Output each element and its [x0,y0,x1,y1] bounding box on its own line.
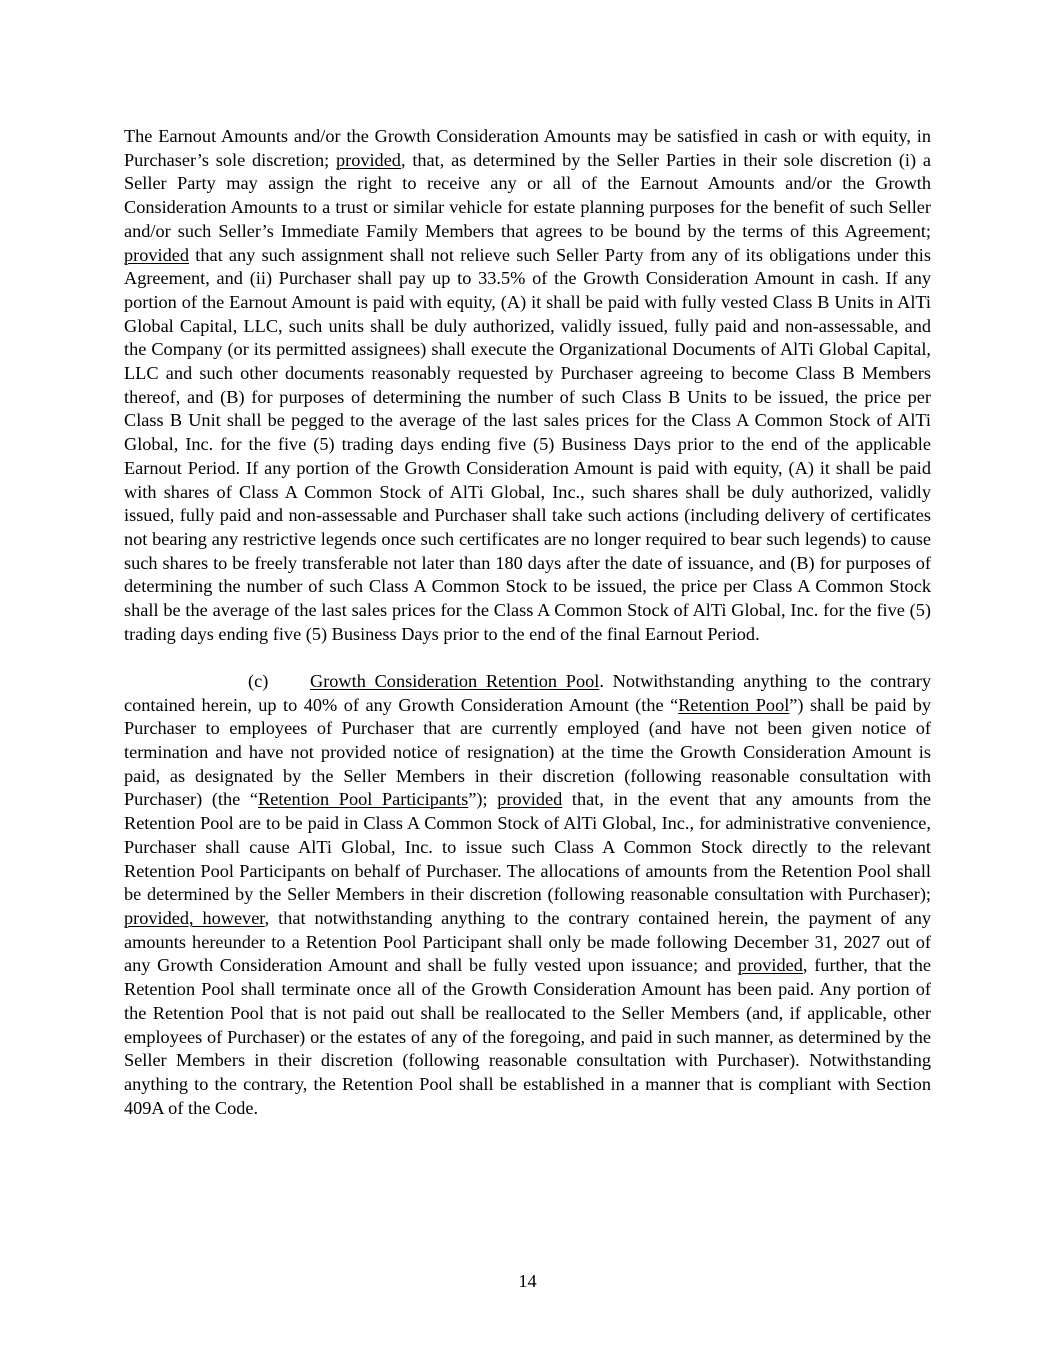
paragraph-retention-pool [124,670,931,1120]
text-run: that, in the event that any amounts from the Retention Pool are to be paid in Class A Common Stock of AlTi Global, Inc., for administrative convenience, Purchaser shall cause AlTi Global, Inc. to issue such Class A Common Stock directly to the relevant Retention Pool Participants on behalf of Purchaser. The allocations of amounts from the Retention Pool shall be determined by the Seller Members in their discretion (following reasonable consultation with Purchaser); [124,789,931,905]
section-label: (c) [248,670,269,691]
defined-term-provided: provided [497,789,563,810]
defined-term-provided: provided [335,149,401,170]
text-run: ”) shall be paid by Purchaser to employees of Purchaser that are currently employed (and have not been given notice of termination and have not provided notice of resignation) at the time the Growth Consideration Amount is paid, as designated by the Seller Members in their discretion (following reasonable consultation with Purchaser) (the “ [124,694,931,810]
text-run: , that notwithstanding anything to the contrary contained herein, the payment of any amounts hereunder to a Retention Pool Participant shall only be made following December 31, 2027 out of any Growth Consideration Amount and shall be fully vested upon issuance; and [124,908,931,976]
text-run: ”); [468,789,498,810]
text-run: , that, as determined by the Seller Parties in their sole discretion (i) a Seller Party may assign the right to receive any or all of the Earnout Amounts and/or the Growth Consideration Amounts to a trust or similar vehicle for estate planning purposes for the benefit of such Seller and/or such Seller’s Immediate Family Members that agrees to be bound by the terms of this Agreement; [124,149,931,241]
section-heading: Growth Consideration Retention Pool [310,670,600,691]
text-run: The Earnout Amounts and/or the Growth Consideration Amounts may be satisfied in cash or with equity, in Purchaser’s sole discretion; [124,126,931,170]
document-body [124,125,931,1120]
page-number: 14 [518,1271,537,1291]
text-run: . Notwithstanding anything to the contrary contained herein, up to 40% of any Growth Consideration Amount (the “ [124,670,931,715]
paragraph-earnout-payment-terms [124,125,931,646]
defined-term-provided-however: provided, however [124,908,265,928]
defined-term-retention-pool: Retention Pool [678,694,790,715]
defined-term-provided: provided [124,244,189,265]
text-run: that any such assignment shall not relieve such Seller Party from any of its obligations under this Agreement, and (ii) Purchaser shall pay up to 33.5% of the Growth Consideration Amount in cash. If any portion of the Earnout Amount is paid with equity, (A) it shall be paid with fully vested Class B Units in AlTi Global Capital, LLC, such units shall be duly authorized, validly issued, fully paid and non-assessable, and the Company (or its permitted assignees) shall execute the Organizational Documents of AlTi Global Capital, LLC and such other documents reasonably requested by Purchaser agreeing to become Class B Members thereof, and (B) for purposes of determining the number of such Class B Units to be issued, the price per Class B Unit shall be pegged to the average of the last sales prices for the Class A Common Stock of AlTi Global, Inc. for the five (5) trading days ending five (5) Business Days prior to the end of the applicable Earnout Period. If any portion of the Growth Consideration Amount is paid with equity, (A) it shall be paid with shares of Class A Common Stock of AlTi Global, Inc., such shares shall be duly authorized, validly issued, fully paid and non-assessable and Purchaser shall take such actions (including delivery of certificates not bearing any restrictive legends once such certificates are no longer required to bear such legends) to cause such shares to be freely transferable not later than 180 days after the date of issuance, and (B) for purposes of determining the number of such Class A Common Stock to be issued, the price per Class A Common Stock shall be the average of the last sales prices for the Class A Common Stock of AlTi Global, Inc. for the five (5) trading days ending five (5) Business Days prior to the end of the final Earnout Period. [124,244,931,644]
text-run: , further, that the Retention Pool shall terminate once all of the Growth Consideration Amount has been paid. Any portion of the Retention Pool that is not paid out shall be reallocated to the Seller Members (and, if applicable, other employees of Purchaser) or the estates of any of the foregoing, and paid in such manner, as determined by the Seller Members in their discretion (following reasonable consultation with Purchaser). Notwithstanding anything to the contrary, the Retention Pool shall be established in a manner that is compliant with Section 409A of the Code. [124,955,932,1118]
defined-term-provided: provided [737,955,803,976]
defined-term-retention-pool-participants: Retention Pool Participants [258,789,469,810]
